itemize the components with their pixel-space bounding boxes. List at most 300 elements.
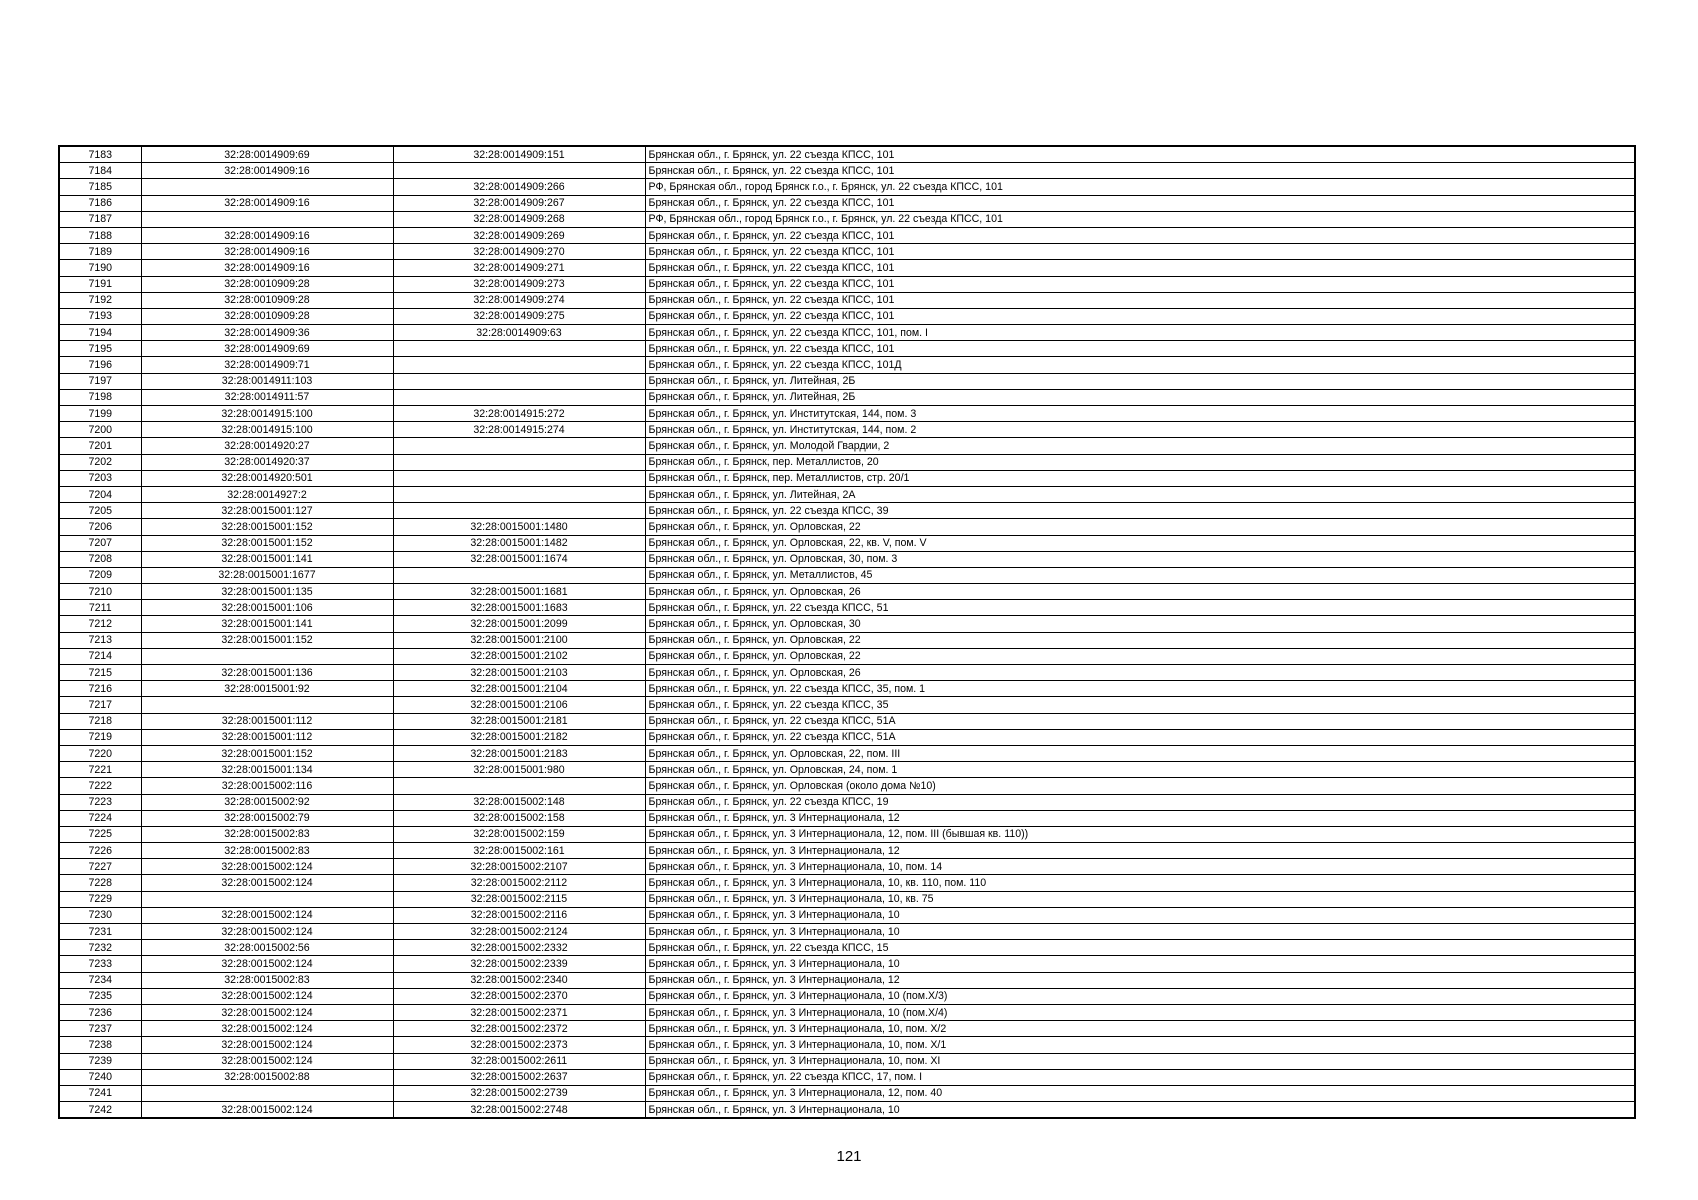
object-cadastral-number-cell [393,503,645,519]
table-row [59,762,1635,778]
object-cadastral-number-cell: 32:28:0014909:271 [393,260,645,276]
land-cadastral-number-cell: 32:28:0015002:116 [141,778,393,794]
address-cell: Брянская обл., г. Брянск, ул. 3 Интернационала, 10 [645,956,1635,972]
object-cadastral-number-cell: 32:28:0015002:2372 [393,1021,645,1037]
land-cadastral-number-cell: 32:28:0014909:36 [141,325,393,341]
row-number-cell: 7205 [59,503,141,519]
table-row [59,551,1635,567]
land-cadastral-number-cell: 32:28:0014920:27 [141,438,393,454]
land-cadastral-number-cell: 32:28:0015001:134 [141,762,393,778]
land-cadastral-number-cell: 32:28:0015002:124 [141,1037,393,1053]
address-cell: Брянская обл., г. Брянск, ул. 3 Интернационала, 10 (пом.Х/3) [645,988,1635,1004]
address-cell: Брянская обл., г. Брянск, ул. Орловская, 22 [645,648,1635,664]
land-cadastral-number-cell: 32:28:0014909:16 [141,195,393,211]
address-cell: Брянская обл., г. Брянск, ул. Молодой Гвардии, 2 [645,438,1635,454]
land-cadastral-number-cell: 32:28:0014909:69 [141,341,393,357]
address-cell: Брянская обл., г. Брянск, ул. Орловская, 26 [645,584,1635,600]
land-cadastral-number-cell: 32:28:0015002:124 [141,1102,393,1119]
row-number-cell: 7240 [59,1069,141,1085]
land-cadastral-number-cell: 32:28:0015001:152 [141,745,393,761]
land-cadastral-number-cell: 32:28:0015002:83 [141,826,393,842]
row-number-cell: 7220 [59,745,141,761]
object-cadastral-number-cell [393,438,645,454]
row-number-cell: 7186 [59,195,141,211]
land-cadastral-number-cell: 32:28:0015001:127 [141,503,393,519]
land-cadastral-number-cell [141,648,393,664]
object-cadastral-number-cell: 32:28:0014909:273 [393,276,645,292]
cadastral-registry-table [58,145,1636,1119]
object-cadastral-number-cell: 32:28:0015001:2099 [393,616,645,632]
address-cell: Брянская обл., г. Брянск, ул. 3 Интернационала, 12, пом. 40 [645,1085,1635,1101]
land-cadastral-number-cell [141,697,393,713]
table-row [59,859,1635,875]
table-row [59,535,1635,551]
address-cell: Брянская обл., г. Брянск, ул. Литейная, 2А [645,486,1635,502]
table-row [59,195,1635,211]
object-cadastral-number-cell: 32:28:0015002:2124 [393,924,645,940]
row-number-cell: 7234 [59,972,141,988]
address-cell: Брянская обл., г. Брянск, ул. Институтская, 144, пом. 2 [645,422,1635,438]
land-cadastral-number-cell: 32:28:0015002:124 [141,988,393,1004]
land-cadastral-number-cell: 32:28:0015002:56 [141,940,393,956]
row-number-cell: 7192 [59,292,141,308]
object-cadastral-number-cell [393,341,645,357]
object-cadastral-number-cell: 32:28:0014909:269 [393,227,645,243]
registry-table-body [59,146,1635,1118]
object-cadastral-number-cell: 32:28:0015002:2339 [393,956,645,972]
row-number-cell: 7199 [59,406,141,422]
object-cadastral-number-cell: 32:28:0015001:1681 [393,584,645,600]
address-cell: Брянская обл., г. Брянск, ул. Литейная, 2Б [645,373,1635,389]
address-cell: Брянская обл., г. Брянск, ул. 22 съезда КПСС, 35 [645,697,1635,713]
row-number-cell: 7218 [59,713,141,729]
table-row [59,616,1635,632]
table-row [59,972,1635,988]
object-cadastral-number-cell: 32:28:0015002:2340 [393,972,645,988]
row-number-cell: 7232 [59,940,141,956]
table-row [59,810,1635,826]
object-cadastral-number-cell: 32:28:0015002:2332 [393,940,645,956]
row-number-cell: 7227 [59,859,141,875]
table-row [59,665,1635,681]
address-cell: Брянская обл., г. Брянск, ул. 22 съезда КПСС, 101 [645,227,1635,243]
object-cadastral-number-cell: 32:28:0015001:2183 [393,745,645,761]
row-number-cell: 7222 [59,778,141,794]
row-number-cell: 7200 [59,422,141,438]
table-row [59,794,1635,810]
object-cadastral-number-cell [393,357,645,373]
row-number-cell: 7217 [59,697,141,713]
object-cadastral-number-cell: 32:28:0014915:272 [393,406,645,422]
land-cadastral-number-cell: 32:28:0015002:124 [141,875,393,891]
land-cadastral-number-cell: 32:28:0015002:88 [141,1069,393,1085]
land-cadastral-number-cell: 32:28:0014909:69 [141,146,393,163]
table-row [59,648,1635,664]
address-cell: Брянская обл., г. Брянск, ул. 22 съезда КПСС, 101 [645,146,1635,163]
table-row [59,211,1635,227]
address-cell: Брянская обл., г. Брянск, ул. 22 съезда КПСС, 101 [645,195,1635,211]
row-number-cell: 7196 [59,357,141,373]
table-row [59,826,1635,842]
table-row [59,956,1635,972]
table-row [59,697,1635,713]
object-cadastral-number-cell: 32:28:0015002:159 [393,826,645,842]
land-cadastral-number-cell: 32:28:0014909:71 [141,357,393,373]
object-cadastral-number-cell: 32:28:0015002:2748 [393,1102,645,1119]
row-number-cell: 7195 [59,341,141,357]
table-row [59,308,1635,324]
table-row [59,227,1635,243]
object-cadastral-number-cell [393,373,645,389]
land-cadastral-number-cell: 32:28:0015002:124 [141,924,393,940]
row-number-cell: 7209 [59,567,141,583]
land-cadastral-number-cell: 32:28:0015001:1677 [141,567,393,583]
table-row [59,470,1635,486]
row-number-cell: 7224 [59,810,141,826]
object-cadastral-number-cell: 32:28:0015002:2115 [393,891,645,907]
table-row [59,875,1635,891]
table-row [59,486,1635,502]
land-cadastral-number-cell [141,1085,393,1101]
table-row [59,341,1635,357]
address-cell: Брянская обл., г. Брянск, ул. 3 Интернационала, 12, пом. III (бывшая кв. 110)) [645,826,1635,842]
row-number-cell: 7223 [59,794,141,810]
row-number-cell: 7231 [59,924,141,940]
object-cadastral-number-cell: 32:28:0014909:63 [393,325,645,341]
table-row [59,1021,1635,1037]
object-cadastral-number-cell: 32:28:0015002:2739 [393,1085,645,1101]
land-cadastral-number-cell: 32:28:0014915:100 [141,406,393,422]
table-row [59,146,1635,163]
object-cadastral-number-cell: 32:28:0015002:2116 [393,907,645,923]
object-cadastral-number-cell [393,163,645,179]
land-cadastral-number-cell: 32:28:0015001:141 [141,616,393,632]
table-row [59,778,1635,794]
object-cadastral-number-cell: 32:28:0014909:275 [393,308,645,324]
row-number-cell: 7197 [59,373,141,389]
row-number-cell: 7207 [59,535,141,551]
address-cell: Брянская обл., г. Брянск, ул. 3 Интернационала, 12 [645,810,1635,826]
address-cell: Брянская обл., г. Брянск, ул. 22 съезда КПСС, 101 [645,292,1635,308]
row-number-cell: 7183 [59,146,141,163]
land-cadastral-number-cell [141,211,393,227]
address-cell: Брянская обл., г. Брянск, ул. 3 Интернационала, 10 [645,907,1635,923]
row-number-cell: 7211 [59,600,141,616]
row-number-cell: 7242 [59,1102,141,1119]
table-row [59,357,1635,373]
table-row [59,632,1635,648]
land-cadastral-number-cell: 32:28:0015001:112 [141,713,393,729]
table-row [59,292,1635,308]
row-number-cell: 7235 [59,988,141,1004]
object-cadastral-number-cell [393,454,645,470]
table-row [59,503,1635,519]
row-number-cell: 7203 [59,470,141,486]
table-row [59,454,1635,470]
row-number-cell: 7204 [59,486,141,502]
object-cadastral-number-cell [393,567,645,583]
object-cadastral-number-cell: 32:28:0015002:2637 [393,1069,645,1085]
object-cadastral-number-cell: 32:28:0015001:980 [393,762,645,778]
land-cadastral-number-cell: 32:28:0014909:16 [141,227,393,243]
row-number-cell: 7229 [59,891,141,907]
table-row [59,924,1635,940]
address-cell: Брянская обл., г. Брянск, ул. Литейная, 2Б [645,389,1635,405]
address-cell: Брянская обл., г. Брянск, ул. Орловская, 22 [645,519,1635,535]
table-row [59,179,1635,195]
land-cadastral-number-cell: 32:28:0015002:124 [141,1053,393,1069]
row-number-cell: 7228 [59,875,141,891]
row-number-cell: 7216 [59,681,141,697]
object-cadastral-number-cell: 32:28:0015001:2102 [393,648,645,664]
land-cadastral-number-cell: 32:28:0015002:124 [141,1021,393,1037]
address-cell: Брянская обл., г. Брянск, ул. Орловская, 22, кв. V, пом. V [645,535,1635,551]
address-cell: Брянская обл., г. Брянск, пер. Металлистов, стр. 20/1 [645,470,1635,486]
address-cell: Брянская обл., г. Брянск, ул. Металлистов, 45 [645,567,1635,583]
land-cadastral-number-cell: 32:28:0010909:28 [141,276,393,292]
object-cadastral-number-cell: 32:28:0015002:2370 [393,988,645,1004]
row-number-cell: 7185 [59,179,141,195]
object-cadastral-number-cell: 32:28:0015001:2182 [393,729,645,745]
address-cell: Брянская обл., г. Брянск, ул. 22 съезда КПСС, 19 [645,794,1635,810]
object-cadastral-number-cell: 32:28:0015002:2107 [393,859,645,875]
table-row [59,681,1635,697]
row-number-cell: 7208 [59,551,141,567]
table-row [59,422,1635,438]
table-row [59,1069,1635,1085]
land-cadastral-number-cell: 32:28:0014909:16 [141,260,393,276]
object-cadastral-number-cell: 32:28:0014909:266 [393,179,645,195]
address-cell: Брянская обл., г. Брянск, ул. 22 съезда КПСС, 101 [645,163,1635,179]
address-cell: Брянская обл., г. Брянск, ул. 22 съезда КПСС, 101Д [645,357,1635,373]
row-number-cell: 7184 [59,163,141,179]
table-row [59,373,1635,389]
row-number-cell: 7190 [59,260,141,276]
address-cell: Брянская обл., г. Брянск, ул. 22 съезда КПСС, 101 [645,276,1635,292]
land-cadastral-number-cell: 32:28:0010909:28 [141,308,393,324]
address-cell: Брянская обл., г. Брянск, ул. Орловская, 30 [645,616,1635,632]
table-row [59,1053,1635,1069]
address-cell: Брянская обл., г. Брянск, ул. 22 съезда КПСС, 101 [645,260,1635,276]
address-cell: Брянская обл., г. Брянск, ул. 3 Интернационала, 10, кв. 110, пом. 110 [645,875,1635,891]
table-row [59,567,1635,583]
table-row [59,1004,1635,1020]
object-cadastral-number-cell: 32:28:0015001:1480 [393,519,645,535]
address-cell: Брянская обл., г. Брянск, ул. 3 Интернационала, 10, пом. Х/1 [645,1037,1635,1053]
row-number-cell: 7212 [59,616,141,632]
land-cadastral-number-cell: 32:28:0014911:103 [141,373,393,389]
row-number-cell: 7226 [59,843,141,859]
address-cell: Брянская обл., г. Брянск, ул. 3 Интернационала, 12 [645,972,1635,988]
land-cadastral-number-cell: 32:28:0014911:57 [141,389,393,405]
address-cell: Брянская обл., г. Брянск, ул. 3 Интернационала, 12 [645,843,1635,859]
table-row [59,729,1635,745]
table-row [59,600,1635,616]
object-cadastral-number-cell: 32:28:0014909:151 [393,146,645,163]
object-cadastral-number-cell: 32:28:0015001:1674 [393,551,645,567]
address-cell: Брянская обл., г. Брянск, ул. Орловская, 24, пом. 1 [645,762,1635,778]
object-cadastral-number-cell: 32:28:0015001:2100 [393,632,645,648]
address-cell: Брянская обл., г. Брянск, ул. 22 съезда КПСС, 101, пом. I [645,325,1635,341]
land-cadastral-number-cell: 32:28:0014920:37 [141,454,393,470]
row-number-cell: 7237 [59,1021,141,1037]
address-cell: Брянская обл., г. Брянск, ул. 3 Интернационала, 10, пом. XI [645,1053,1635,1069]
table-row [59,713,1635,729]
row-number-cell: 7241 [59,1085,141,1101]
object-cadastral-number-cell [393,486,645,502]
land-cadastral-number-cell: 32:28:0014909:16 [141,244,393,260]
land-cadastral-number-cell: 32:28:0015001:92 [141,681,393,697]
table-row [59,1102,1635,1119]
object-cadastral-number-cell: 32:28:0015002:2112 [393,875,645,891]
land-cadastral-number-cell: 32:28:0015002:124 [141,907,393,923]
table-row [59,1037,1635,1053]
address-cell: Брянская обл., г. Брянск, ул. Орловская, 22 [645,632,1635,648]
row-number-cell: 7230 [59,907,141,923]
address-cell: Брянская обл., г. Брянск, ул. 22 съезда КПСС, 15 [645,940,1635,956]
land-cadastral-number-cell: 32:28:0015002:83 [141,843,393,859]
land-cadastral-number-cell: 32:28:0010909:28 [141,292,393,308]
object-cadastral-number-cell: 32:28:0014909:267 [393,195,645,211]
table-row [59,843,1635,859]
row-number-cell: 7201 [59,438,141,454]
address-cell: Брянская обл., г. Брянск, ул. 3 Интернационала, 10 (пом.Х/4) [645,1004,1635,1020]
table-row [59,584,1635,600]
address-cell: Брянская обл., г. Брянск, ул. Орловская (около дома №10) [645,778,1635,794]
address-cell: Брянская обл., г. Брянск, ул. 3 Интернационала, 10 [645,924,1635,940]
land-cadastral-number-cell: 32:28:0015001:152 [141,519,393,535]
land-cadastral-number-cell: 32:28:0015002:83 [141,972,393,988]
address-cell: Брянская обл., г. Брянск, ул. 3 Интернационала, 10 [645,1102,1635,1119]
table-row [59,745,1635,761]
table-row [59,260,1635,276]
object-cadastral-number-cell: 32:28:0014909:268 [393,211,645,227]
land-cadastral-number-cell [141,891,393,907]
object-cadastral-number-cell: 32:28:0015002:158 [393,810,645,826]
row-number-cell: 7214 [59,648,141,664]
address-cell: РФ, Брянская обл., город Брянск г.о., г. Брянск, ул. 22 съезда КПСС, 101 [645,179,1635,195]
land-cadastral-number-cell: 32:28:0014920:501 [141,470,393,486]
address-cell: Брянская обл., г. Брянск, ул. 22 съезда КПСС, 51А [645,729,1635,745]
table-row [59,406,1635,422]
table-row [59,389,1635,405]
address-cell: Брянская обл., г. Брянск, ул. 22 съезда КПСС, 101 [645,341,1635,357]
address-cell: Брянская обл., г. Брянск, ул. 22 съезда КПСС, 101 [645,308,1635,324]
row-number-cell: 7198 [59,389,141,405]
object-cadastral-number-cell: 32:28:0015002:2371 [393,1004,645,1020]
row-number-cell: 7239 [59,1053,141,1069]
row-number-cell: 7194 [59,325,141,341]
land-cadastral-number-cell: 32:28:0014927:2 [141,486,393,502]
row-number-cell: 7213 [59,632,141,648]
address-cell: Брянская обл., г. Брянск, ул. 3 Интернационала, 10, пом. 14 [645,859,1635,875]
land-cadastral-number-cell: 32:28:0014909:16 [141,163,393,179]
land-cadastral-number-cell: 32:28:0015001:106 [141,600,393,616]
row-number-cell: 7225 [59,826,141,842]
land-cadastral-number-cell: 32:28:0015001:112 [141,729,393,745]
land-cadastral-number-cell: 32:28:0015001:135 [141,584,393,600]
address-cell: Брянская обл., г. Брянск, ул. Институтская, 144, пом. 3 [645,406,1635,422]
table-row [59,988,1635,1004]
row-number-cell: 7206 [59,519,141,535]
object-cadastral-number-cell: 32:28:0015001:2181 [393,713,645,729]
address-cell: Брянская обл., г. Брянск, пер. Металлистов, 20 [645,454,1635,470]
table-row [59,438,1635,454]
object-cadastral-number-cell: 32:28:0015002:2373 [393,1037,645,1053]
object-cadastral-number-cell [393,470,645,486]
land-cadastral-number-cell: 32:28:0015001:136 [141,665,393,681]
row-number-cell: 7202 [59,454,141,470]
table-row [59,519,1635,535]
row-number-cell: 7215 [59,665,141,681]
object-cadastral-number-cell [393,389,645,405]
row-number-cell: 7188 [59,227,141,243]
address-cell: Брянская обл., г. Брянск, ул. Орловская, 22, пом. III [645,745,1635,761]
row-number-cell: 7233 [59,956,141,972]
row-number-cell: 7219 [59,729,141,745]
object-cadastral-number-cell: 32:28:0015002:2611 [393,1053,645,1069]
land-cadastral-number-cell: 32:28:0015001:152 [141,632,393,648]
address-cell: Брянская обл., г. Брянск, ул. 22 съезда КПСС, 39 [645,503,1635,519]
row-number-cell: 7236 [59,1004,141,1020]
table-row [59,244,1635,260]
land-cadastral-number-cell: 32:28:0015002:124 [141,1004,393,1020]
page-number: 121 [836,1148,862,1165]
address-cell: Брянская обл., г. Брянск, ул. 3 Интернационала, 10, пом. Х/2 [645,1021,1635,1037]
object-cadastral-number-cell: 32:28:0015001:1482 [393,535,645,551]
row-number-cell: 7221 [59,762,141,778]
land-cadastral-number-cell: 32:28:0015002:124 [141,859,393,875]
table-row [59,907,1635,923]
table-row [59,1085,1635,1101]
table-row [59,940,1635,956]
table-row [59,325,1635,341]
object-cadastral-number-cell: 32:28:0015001:2106 [393,697,645,713]
land-cadastral-number-cell [141,179,393,195]
address-cell: Брянская обл., г. Брянск, ул. 22 съезда КПСС, 51А [645,713,1635,729]
land-cadastral-number-cell: 32:28:0015002:79 [141,810,393,826]
address-cell: Брянская обл., г. Брянск, ул. 22 съезда КПСС, 35, пом. 1 [645,681,1635,697]
address-cell: Брянская обл., г. Брянск, ул. Орловская, 30, пом. 3 [645,551,1635,567]
address-cell: РФ, Брянская обл., город Брянск г.о., г. Брянск, ул. 22 съезда КПСС, 101 [645,211,1635,227]
address-cell: Брянская обл., г. Брянск, ул. 22 съезда КПСС, 51 [645,600,1635,616]
land-cadastral-number-cell: 32:28:0015001:152 [141,535,393,551]
object-cadastral-number-cell: 32:28:0015001:1683 [393,600,645,616]
address-cell: Брянская обл., г. Брянск, ул. Орловская, 26 [645,665,1635,681]
land-cadastral-number-cell: 32:28:0014915:100 [141,422,393,438]
row-number-cell: 7191 [59,276,141,292]
address-cell: Брянская обл., г. Брянск, ул. 22 съезда КПСС, 17, пом. I [645,1069,1635,1085]
object-cadastral-number-cell: 32:28:0015002:161 [393,843,645,859]
row-number-cell: 7210 [59,584,141,600]
land-cadastral-number-cell: 32:28:0015001:141 [141,551,393,567]
row-number-cell: 7238 [59,1037,141,1053]
land-cadastral-number-cell: 32:28:0015002:124 [141,956,393,972]
object-cadastral-number-cell [393,778,645,794]
table-row [59,163,1635,179]
object-cadastral-number-cell: 32:28:0015002:148 [393,794,645,810]
object-cadastral-number-cell: 32:28:0014915:274 [393,422,645,438]
table-row [59,891,1635,907]
address-cell: Брянская обл., г. Брянск, ул. 22 съезда КПСС, 101 [645,244,1635,260]
row-number-cell: 7187 [59,211,141,227]
table-row [59,276,1635,292]
object-cadastral-number-cell: 32:28:0015001:2103 [393,665,645,681]
object-cadastral-number-cell: 32:28:0014909:270 [393,244,645,260]
address-cell: Брянская обл., г. Брянск, ул. 3 Интернационала, 10, кв. 75 [645,891,1635,907]
object-cadastral-number-cell: 32:28:0014909:274 [393,292,645,308]
land-cadastral-number-cell: 32:28:0015002:92 [141,794,393,810]
